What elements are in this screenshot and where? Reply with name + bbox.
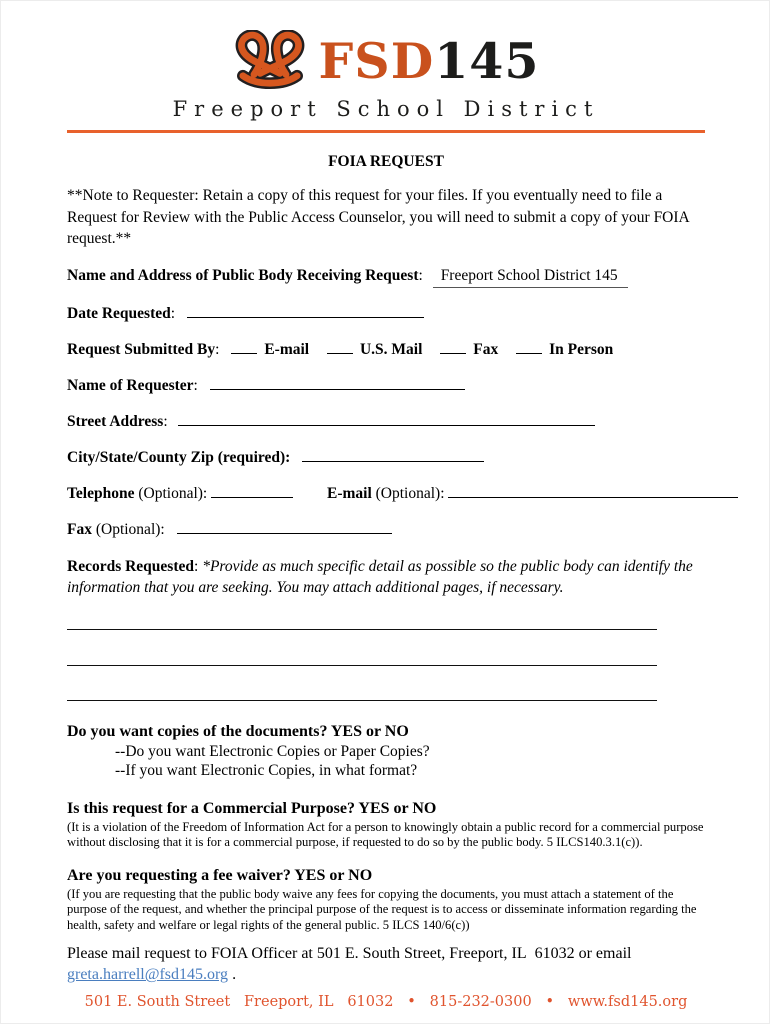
- records-requested-label: Records Requested: [67, 557, 194, 575]
- logo-wordmark: [318, 31, 540, 90]
- mailing-instructions: [67, 943, 705, 985]
- public-body-value[interactable]: Freeport School District 145: [433, 266, 628, 288]
- commercial-question-heading: Is this request for a Commercial Purpose? YES or NO: [67, 799, 437, 817]
- option-us-mail: U.S. Mail: [359, 340, 423, 358]
- fax-input-line[interactable]: [177, 520, 392, 534]
- telephone-input-line[interactable]: [211, 484, 293, 498]
- logo-145-text: 145: [434, 31, 540, 90]
- pretzel-icon: [233, 30, 307, 92]
- field-row-city-state-zip: [67, 448, 705, 468]
- street-address-input-line[interactable]: [178, 412, 595, 426]
- fee-waiver-question-note: (If you are requesting that the public body waive any fees for copying the documents, you must attach a statement of the purpose of the request, and whether the principal purpose of the request is to access or disseminate information regarding the health, safety and welfare or legal rights of the general public. 5 ILCS 140/6(c)): [67, 886, 697, 932]
- commercial-question-note: (It is a violation of the Freedom of Information Act for a person to knowingly obtain a public record for a commercial purpose without disclosing that it is for a commercial purpose, if requested to do so by the public body. 5 ILCS140.3.1(c)).: [67, 819, 704, 850]
- field-row-street-address: [67, 412, 705, 432]
- records-writing-line-2[interactable]: [67, 665, 657, 666]
- field-row-date-requested: [67, 304, 705, 324]
- email-checkbox-line[interactable]: [231, 340, 257, 354]
- city-state-zip-input-line[interactable]: [302, 448, 484, 462]
- field-row-telephone-email: [67, 484, 705, 504]
- copies-question-heading: Do you want copies of the documents? YES or NO: [67, 722, 409, 740]
- records-instructions: *Provide as much specific detail as possible so the public body can identify the information that you are seeking. You may attach additional pages, if necessary.: [67, 557, 693, 596]
- email-optional: (Optional):: [375, 484, 445, 502]
- header-divider: [67, 130, 705, 133]
- district-name: Freeport School District: [172, 97, 600, 121]
- page-title: FOIA REQUEST: [328, 153, 444, 170]
- mailing-line-1: Please mail request to FOIA Officer at 501 E. South Street, Freeport, IL 61032 or email: [67, 945, 632, 963]
- city-state-zip-label: City/State/County Zip (required):: [67, 448, 291, 466]
- mailing-period: .: [232, 966, 237, 984]
- street-address-label: Street Address: [67, 412, 164, 430]
- date-requested-label: Date Requested: [67, 304, 171, 322]
- district-footer-contact: 501 E. South Street Freeport, IL 61032 • 815-232-0300 • www.fsd145.org: [84, 994, 688, 1011]
- logo-fsd-text: FSD: [318, 31, 435, 90]
- telephone-optional: (Optional):: [138, 484, 208, 502]
- colon: :: [418, 266, 423, 284]
- copies-sub-question-1: --Do you want Electronic Copies or Paper Copies?: [115, 742, 430, 760]
- fax-checkbox-line[interactable]: [440, 340, 466, 354]
- fee-waiver-question-heading: Are you requesting a fee waiver? YES or NO: [67, 866, 373, 884]
- email-label: E-mail: [326, 484, 372, 502]
- field-row-fax: [67, 520, 705, 540]
- email-input-line[interactable]: [448, 484, 738, 498]
- public-body-label: Name and Address of Public Body Receiving Request: [67, 266, 419, 284]
- field-row-requester-name: [67, 376, 705, 396]
- fax-label: Fax: [67, 520, 92, 538]
- field-row-public-body: [67, 266, 705, 288]
- option-in-person: In Person: [549, 340, 614, 358]
- in-person-checkbox-line[interactable]: [516, 340, 542, 354]
- records-writing-line-1[interactable]: [67, 629, 657, 630]
- requester-name-label: Name of Requester: [67, 376, 194, 394]
- requester-note: **Note to Requester: Retain a copy of this request for your files. If you eventually need to file a Request for Review with the Public Access Counselor, you will need to submit a copy of your FOIA request.**: [67, 187, 689, 247]
- copies-sub-question-2: --If you want Electronic Copies, in what format?: [115, 761, 418, 779]
- mailing-line-2: [67, 964, 705, 985]
- submitted-by-label: Request Submitted By: [67, 340, 216, 358]
- colon: :: [194, 557, 199, 575]
- foia-officer-email-link[interactable]: greta.harrell@fsd145.org: [67, 966, 229, 984]
- telephone-label: Telephone: [67, 484, 135, 502]
- option-fax: Fax: [473, 340, 499, 358]
- records-writing-line-3[interactable]: [67, 700, 657, 701]
- colon: :: [163, 412, 168, 430]
- district-logo: [67, 29, 705, 93]
- field-row-submitted-by: [67, 340, 705, 360]
- colon: :: [215, 340, 220, 358]
- email-field-group: [327, 485, 738, 502]
- fax-optional: (Optional):: [95, 520, 165, 538]
- date-requested-input-line[interactable]: [187, 304, 424, 318]
- colon: :: [193, 376, 198, 394]
- records-requested-section: [67, 556, 705, 599]
- option-email: E-mail: [264, 340, 310, 358]
- colon: :: [170, 304, 176, 322]
- us-mail-checkbox-line[interactable]: [327, 340, 353, 354]
- requester-name-input-line[interactable]: [210, 376, 465, 390]
